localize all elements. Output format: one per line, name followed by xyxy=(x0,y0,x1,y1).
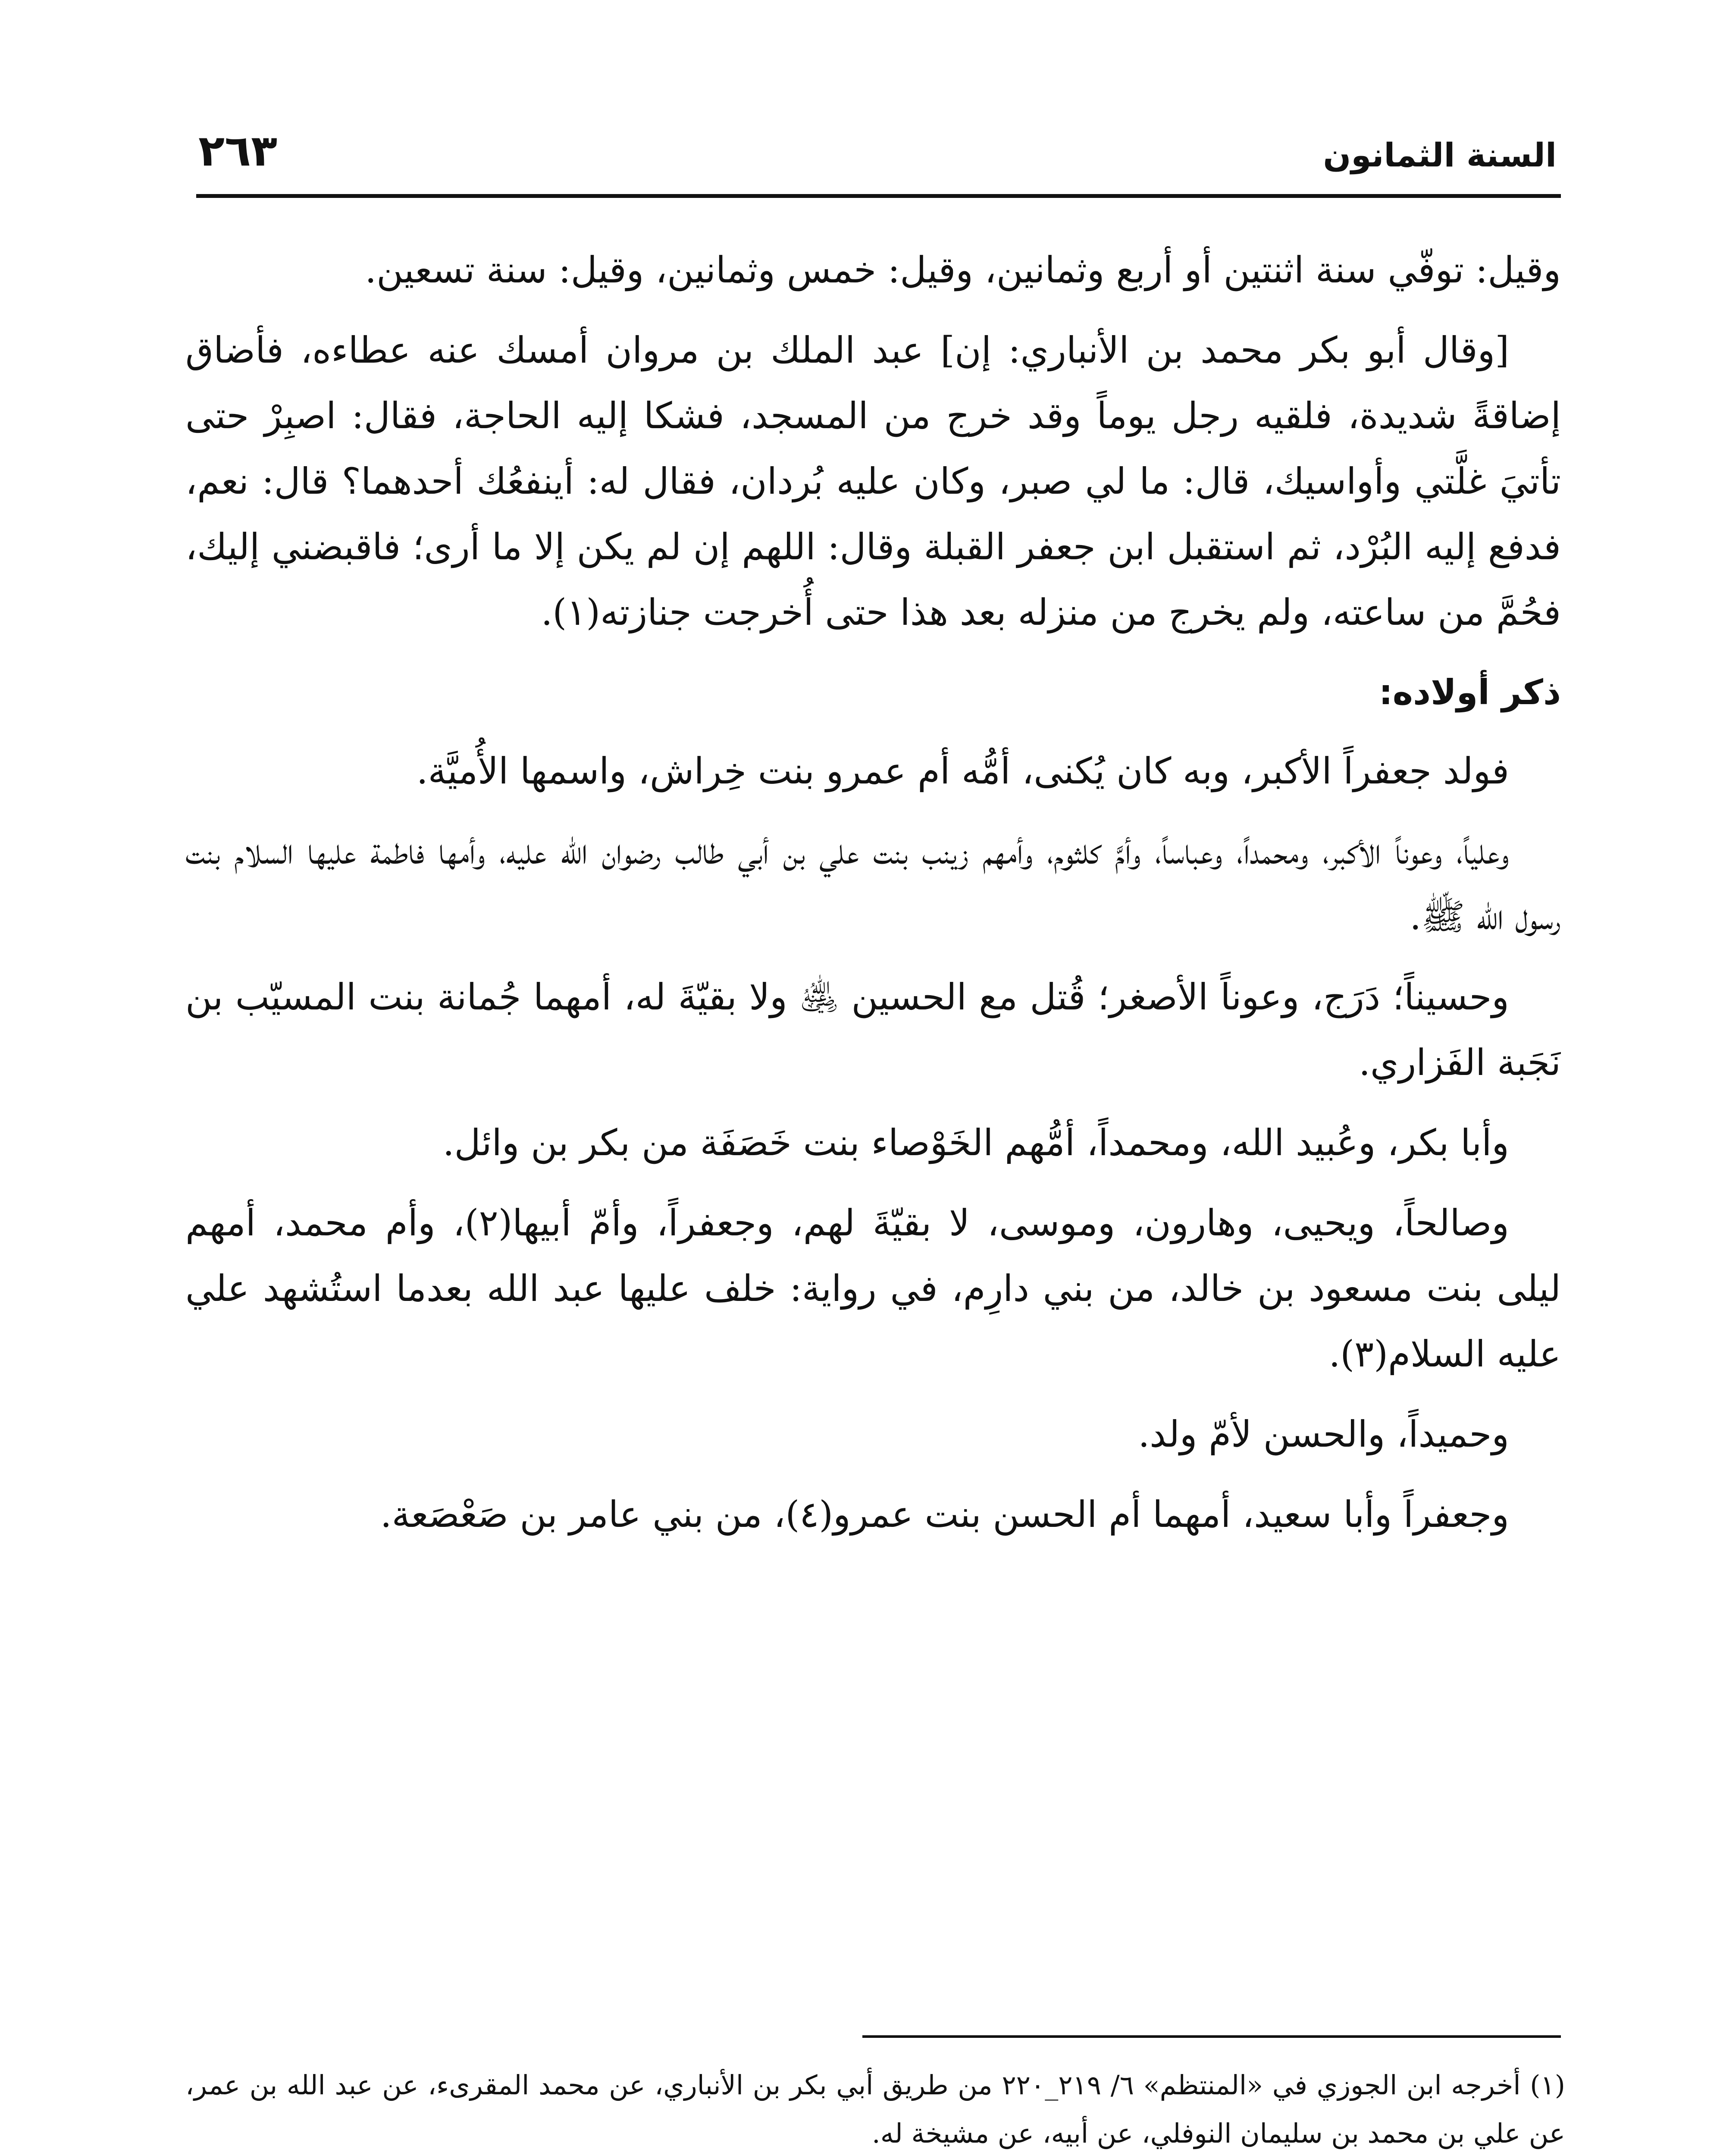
paragraph: وعلياً، وعوناً الأكبر، ومحمداً، وعباساً، وأمَّ كلثوم، وأمهم زينب بنت علي بن أبي طالب رضوان الله عليه، وأمها فاطمة عليها السلام بنت رسول الله ﷺ. xyxy=(185,830,1561,938)
paragraph: وصالحاً، ويحيى، وهارون، وموسى، لا بقيّةَ لهم، وجعفراً، وأمّ أبيها(٢)، وأم محمد، أمهم ليلى بنت مسعود بن خالد، من بني دارِم، في رواية: خلف عليها عبد الله بعدما استُشهد علي عليه السلام(٣). xyxy=(185,1202,1561,1375)
header-rule xyxy=(196,194,1561,198)
page-number: ٢٦٣ xyxy=(198,125,278,176)
section-heading: ذكر أولاده: xyxy=(1379,672,1561,712)
running-title: السنة الثمانون xyxy=(1323,136,1557,174)
paragraph: وقيل: توفّي سنة اثنتين أو أربع وثمانين، وقيل: خمس وثمانين، وقيل: سنة تسعين. xyxy=(365,249,1561,291)
paragraph: وحسيناً؛ دَرَج، وعوناً الأصغر؛ قُتل مع الحسين ﵁ ولا بقيّةَ له، أمهما جُمانة بنت المسيّب بن نَجَبة الفَزاري. xyxy=(185,976,1561,1084)
paragraph: وجعفراً وأبا سعيد، أمهما أم الحسن بنت عمرو(٤)، من بني عامر بن صَعْصَعة. xyxy=(380,1493,1509,1536)
paragraph: فولد جعفراً الأكبر، وبه كان يُكنى، أمُّه أم عمرو بنت خِراش، واسمها الأُميَّة. xyxy=(416,750,1509,792)
footnote: (١) أخرجه ابن الجوزي في «المنتظم» ٦/ ٢١٩_٢٢٠ من طريق أبي بكر بن الأنباري، عن محمد المقرىء، عن عبد الله بن عمر، عن علي بن محمد بن سليمان النوفلي، عن أبيه، عن مشيخة له. xyxy=(185,2069,1565,2149)
paragraph: [وقال أبو بكر محمد بن الأنباري: إن] عبد الملك بن مروان أمسك عنه عطاءه، فأضاق إضاقةً شديدة، فلقيه رجل يوماً وقد خرج من المسجد، فشكا إليه الحاجة، فقال: اصبِرْ حتى تأتيَ غلَّتي وأواسيك، قال: ما لي صبر، وكان عليه بُردان، فقال له: أينفعُك أحدهما؟ قال: نعم، فدفع إليه البُرْد، ثم استقبل ابن جعفر القبلة وقال: اللهم إن لم يكن إلا ما أرى؛ فاقبضني إليك، فحُمَّ من ساعته، ولم يخرج من منزله بعد هذا حتى أُخرجت جنازته(١). xyxy=(185,329,1561,633)
footnote-rule xyxy=(862,2035,1561,2038)
paragraph: وأبا بكر، وعُبيد الله، ومحمداً، أمُّهم الخَوْصاء بنت خَصَفَة من بكر بن وائل. xyxy=(442,1122,1509,1164)
main-text xyxy=(185,237,1561,2040)
footnotes xyxy=(185,2061,1565,2156)
page-header xyxy=(198,116,1561,190)
paragraph: وحميداً، والحسن لأمّ ولد. xyxy=(1138,1413,1509,1455)
